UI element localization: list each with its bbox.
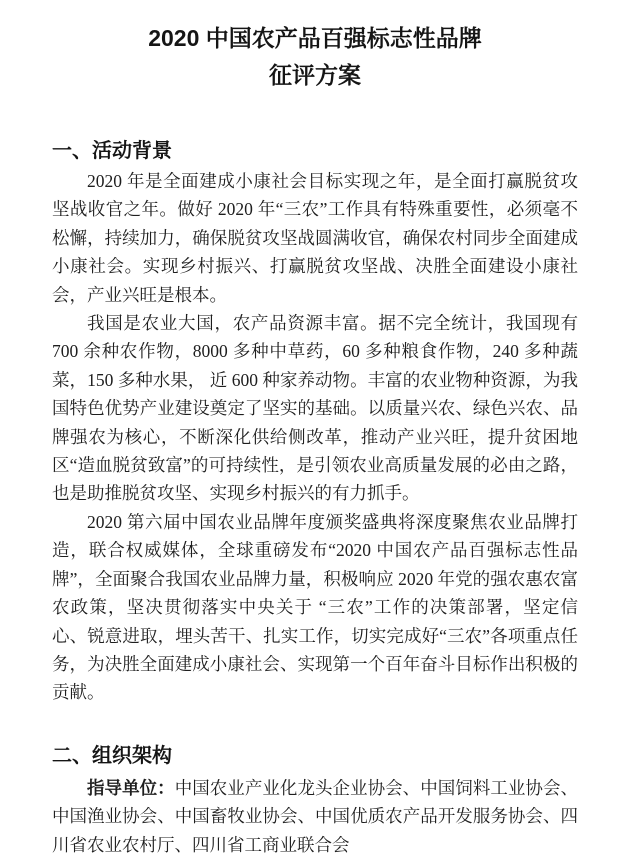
document-title	[52, 20, 578, 94]
document-title-line2: 征评方案	[269, 62, 361, 88]
section-1-paragraph-1: 2020 年是全面建成小康社会目标实现之年，是全面打赢脱贫攻坚战收官之年。做好 2020 年“三农”工作具有特殊重要性，必须毫不松懈，持续加力，确保脱贫攻坚战圆满收官，确保农村同步全面建成小康社会。实现乡村振兴、打赢脱贫攻坚战、决胜全面建设小康社会，产业兴旺是根本。	[52, 171, 578, 305]
guiding-units-label: 指导单位：	[87, 777, 175, 798]
document-title-line1: 2020 中国农产品百强标志性品牌	[148, 25, 482, 51]
section-2-guiding-units-paragraph	[52, 774, 578, 859]
section-1-paragraph-2: 我国是农业大国，农产品资源丰富。据不完全统计，我国现有 700 余种农作物，8000 多种中草药，60 多种粮食作物，240 多种蔬菜，150 多种水果， 近 600 种家养动物。丰富的农业物种资源，为我国特色优势产业建设奠定了坚实的基础。以质量兴农、绿色兴农、品牌强农为核心，不断深化供给侧改革，推动产业兴旺，提升贫困地区“造血脱贫致富”的可持续性，是引领农业高质量发展的必由之路，也是助推脱贫攻坚、实现乡村振兴的有力抓手。	[52, 313, 578, 504]
section-2-heading: 二、组织架构	[52, 744, 172, 767]
section-1-paragraph-3: 2020 第六届中国农业品牌年度颁奖盛典将深度聚焦农业品牌打造，联合权威媒体，全球重磅发布“2020 中国农产品百强标志性品牌”，全面聚合我国农业品牌力量，积极响应 2020 年党的强农惠农富农政策，坚决贯彻落实中央关于 “三农”工作的决策部署，坚定信心、锐意进取，埋头苦干、扎实工作，切实完成好“三农”各项重点任务，为决胜全面建成小康社会、实现第一个百年奋斗目标作出积极的贡献。	[52, 511, 578, 703]
section-1-heading: 一、活动背景	[52, 140, 172, 162]
guiding-units-text: 中国农业产业化龙头企业协会、中国饲料工业协会、中国渔业协会、中国畜牧业协会、中国优质农产品开发服务协会、四川省农业农村厅、四川省工商业联合会	[52, 777, 579, 855]
